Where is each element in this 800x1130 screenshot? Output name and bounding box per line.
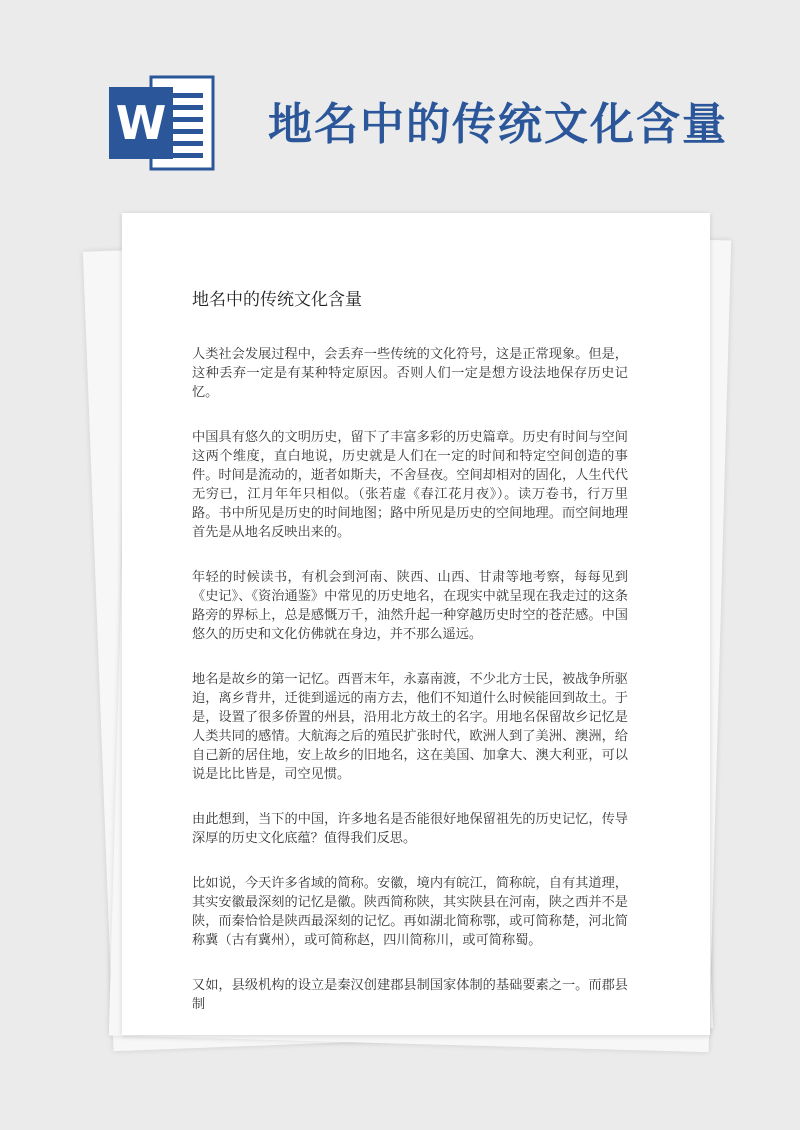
document-page xyxy=(122,213,710,1035)
paragraph: 由此想到，当下的中国，许多地名是否能很好地保留祖先的历史记忆，传导深厚的历史文化底蕴？值得我们反思。 xyxy=(192,812,628,846)
banner xyxy=(0,0,800,210)
word-document-icon xyxy=(107,73,217,173)
document-title: 地名中的传统文化含量 xyxy=(192,290,362,310)
logo-letter: W xyxy=(115,96,167,150)
paragraph: 人类社会发展过程中，会丢弃一些传统的文化符号，这是正常现象。但是，这种丢弃一定是有某种特定原因。否则人们一定是想方设法地保存历史记忆。 xyxy=(192,347,628,400)
paragraph: 又如，县级机构的设立是秦汉创建郡县制国家体制的基础要素之一。而郡县制 xyxy=(192,978,628,1012)
paragraph: 中国具有悠久的文明历史，留下了丰富多彩的历史篇章。历史有时间与空间这两个维度，直白地说，历史就是人们在一定的时间和特定空间创造的事件。时间是流动的，逝者如斯夫，不舍昼夜。空间却相对的固化，人生代代无穷已，江月年年只相似。（张若虚《春江花月夜》）。读万卷书，行万里路。书中所见是历史的时间地图；路中所见是历史的空间地理。而空间地理首先是从地名反映出来的。 xyxy=(192,430,628,540)
paragraph: 比如说，今天许多省域的简称。安徽，境内有皖江，简称皖，自有其道理，其实安徽最深刻的记忆是徽。陕西简称陕，其实陕县在河南，陕之西并不是陕，而秦恰恰是陕西最深刻的记忆。再如湖北简称鄂，或可简称楚，河北简称冀（古有冀州），或可简称赵，四川简称川，或可简称蜀。 xyxy=(192,876,628,948)
paragraph: 年轻的时候读书，有机会到河南、陕西、山西、甘肃等地考察，每每见到《史记》、《资治通鉴》中常见的历史地名，在现实中就呈现在我走过的这条路旁的界标上，总是感慨万千，油然升起一种穿越历史时空的苍茫感。中国悠久的历史和文化仿佛就在身边，并不那么遥远。 xyxy=(192,570,628,642)
document-body xyxy=(192,345,628,1035)
banner-title: 地名中的传统文化含量 xyxy=(268,99,728,150)
paragraph: 地名是故乡的第一记忆。西晋末年，永嘉南渡，不少北方士民，被战争所驱迫，离乡背井，迁徙到遥远的南方去，他们不知道什么时候能回到故土。于是，设置了很多侨置的州县，沿用北方故土的名字。用地名保留故乡记忆是人类共同的感情。大航海之后的殖民扩张时代，欧洲人到了美洲、澳洲，给自己新的居住地，安上故乡的旧地名，这在美国、加拿大、澳大利亚，可以说是比比皆是，司空见惯。 xyxy=(192,672,628,782)
